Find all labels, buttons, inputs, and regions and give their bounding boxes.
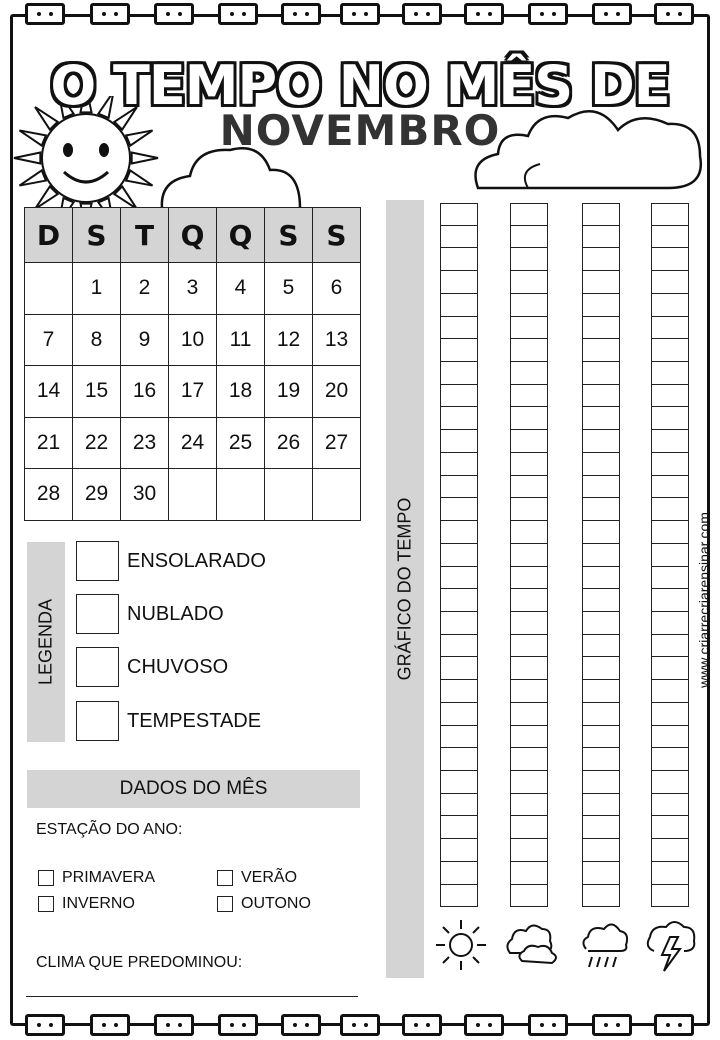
binder-tab: [464, 3, 504, 25]
dados-header: DADOS DO MÊS: [27, 770, 360, 808]
graph-cell[interactable]: [440, 430, 478, 453]
binder-tab: [281, 1014, 321, 1036]
graph-cell[interactable]: [440, 498, 478, 521]
graph-cell[interactable]: [582, 476, 620, 499]
graph-column-sun: [440, 203, 478, 907]
day-cell: 7: [25, 314, 73, 366]
graph-cell[interactable]: [582, 680, 620, 703]
legend-item-ensolarado: [76, 541, 266, 581]
day-cell: [313, 469, 361, 521]
graph-cell[interactable]: [440, 567, 478, 590]
binder-tab: [464, 1014, 504, 1036]
rain-icon: [576, 915, 634, 975]
day-cell: 29: [73, 469, 121, 521]
grafico-label: GRÁFICO DO TEMPO: [394, 497, 415, 681]
graph-cell[interactable]: [582, 271, 620, 294]
legend-item-chuvoso: [76, 647, 228, 687]
binder-tab: [528, 3, 568, 25]
graph-cell[interactable]: [510, 862, 548, 885]
legend-color-box[interactable]: [76, 701, 119, 741]
graph-cell[interactable]: [440, 407, 478, 430]
graph-cell[interactable]: [651, 680, 689, 703]
graph-cell[interactable]: [651, 248, 689, 271]
graph-cell[interactable]: [510, 498, 548, 521]
graph-cell[interactable]: [440, 635, 478, 658]
grafico-label-bar: [386, 200, 424, 978]
graph-cell[interactable]: [582, 294, 620, 317]
graph-cell[interactable]: [510, 385, 548, 408]
graph-cell[interactable]: [440, 862, 478, 885]
page-title: O TEMPO NO MÊS DE: [50, 54, 670, 117]
day-cell: 8: [73, 314, 121, 366]
graph-cell[interactable]: [651, 839, 689, 862]
graph-cell[interactable]: [582, 816, 620, 839]
binder-tab: [592, 3, 632, 25]
graph-cell[interactable]: [440, 317, 478, 340]
graph-cell[interactable]: [582, 362, 620, 385]
month-title: NOVEMBRO: [219, 106, 501, 155]
day-cell: 18: [217, 366, 265, 418]
graph-cell[interactable]: [651, 862, 689, 885]
option-label: PRIMAVERA: [62, 869, 156, 886]
graph-cell[interactable]: [651, 385, 689, 408]
graph-cell[interactable]: [440, 612, 478, 635]
binder-tab: [340, 3, 380, 25]
legend-item-nublado: [76, 594, 224, 634]
answer-line[interactable]: [26, 996, 358, 997]
binder-tab: [340, 1014, 380, 1036]
graph-cell[interactable]: [651, 453, 689, 476]
graph-column-rain: [582, 203, 620, 907]
graph-cell[interactable]: [440, 794, 478, 817]
day-cell: 4: [217, 263, 265, 315]
graph-cell[interactable]: [582, 635, 620, 658]
binder-tab: [90, 1014, 130, 1036]
legend-item-label: NUBLADO: [127, 602, 224, 625]
graph-cell[interactable]: [510, 453, 548, 476]
graph-cell[interactable]: [651, 362, 689, 385]
day-cell: 5: [265, 263, 313, 315]
graph-cell[interactable]: [651, 567, 689, 590]
graph-cell[interactable]: [582, 862, 620, 885]
sun-icon: [432, 915, 490, 975]
binder-tab: [528, 1014, 568, 1036]
graph-cell[interactable]: [510, 294, 548, 317]
graph-cell[interactable]: [440, 680, 478, 703]
checkbox[interactable]: [217, 896, 233, 912]
option-primavera[interactable]: [38, 869, 155, 887]
checkbox[interactable]: [38, 870, 54, 886]
weekday-cell: S: [73, 208, 121, 263]
graph-cell[interactable]: [651, 407, 689, 430]
graph-cell[interactable]: [510, 771, 548, 794]
graph-cell[interactable]: [440, 748, 478, 771]
graph-cell[interactable]: [510, 635, 548, 658]
calendar-table: [24, 207, 361, 521]
weekday-cell: T: [121, 208, 169, 263]
graph-cell[interactable]: [582, 317, 620, 340]
graph-cell[interactable]: [651, 885, 689, 908]
day-cell: [25, 263, 73, 315]
graph-cell[interactable]: [440, 362, 478, 385]
graph-cell[interactable]: [582, 567, 620, 590]
legend-color-box[interactable]: [76, 541, 119, 581]
binder-tab: [402, 3, 442, 25]
cloud-icon: [502, 915, 560, 975]
graph-cell[interactable]: [651, 589, 689, 612]
graph-cell[interactable]: [510, 612, 548, 635]
graph-cell[interactable]: [440, 294, 478, 317]
graph-cell[interactable]: [440, 726, 478, 749]
day-cell: 9: [121, 314, 169, 366]
legend-color-box[interactable]: [76, 594, 119, 634]
day-cell: 23: [121, 417, 169, 469]
graph-cell[interactable]: [510, 885, 548, 908]
graph-cell[interactable]: [440, 271, 478, 294]
legend-color-box[interactable]: [76, 647, 119, 687]
graph-cell[interactable]: [510, 521, 548, 544]
graph-cell[interactable]: [440, 703, 478, 726]
website-credit: www.criarrecriarensinar.com: [696, 512, 712, 688]
graph-cell[interactable]: [510, 680, 548, 703]
graph-cell[interactable]: [440, 248, 478, 271]
binder-tab: [154, 3, 194, 25]
graph-cell[interactable]: [651, 612, 689, 635]
option-outono[interactable]: [217, 895, 311, 913]
graph-cell[interactable]: [440, 226, 478, 249]
day-cell: 26: [265, 417, 313, 469]
graph-cell[interactable]: [582, 453, 620, 476]
graph-cell[interactable]: [440, 339, 478, 362]
weekday-cell: D: [25, 208, 73, 263]
graph-cell[interactable]: [440, 589, 478, 612]
graph-cell[interactable]: [651, 226, 689, 249]
graph-cell[interactable]: [582, 885, 620, 908]
day-cell: 15: [73, 366, 121, 418]
legend-label-bar: [27, 542, 65, 742]
calendar-header-row: [25, 208, 361, 263]
graph-cell[interactable]: [651, 726, 689, 749]
binder-tab: [154, 1014, 194, 1036]
day-cell: 20: [313, 366, 361, 418]
graph-cell[interactable]: [510, 476, 548, 499]
day-cell: 13: [313, 314, 361, 366]
weekday-cell: S: [265, 208, 313, 263]
day-cell: 16: [121, 366, 169, 418]
day-cell: 22: [73, 417, 121, 469]
binder-tab: [25, 1014, 65, 1036]
calendar-week-row: [25, 314, 361, 366]
graph-cell[interactable]: [582, 544, 620, 567]
graph-cell[interactable]: [651, 794, 689, 817]
binder-tab: [592, 1014, 632, 1036]
graph-cell[interactable]: [510, 248, 548, 271]
graph-column-cloud: [510, 203, 548, 907]
graph-cell[interactable]: [651, 771, 689, 794]
graph-cell[interactable]: [510, 544, 548, 567]
graph-cell[interactable]: [651, 317, 689, 340]
day-cell: 19: [265, 366, 313, 418]
graph-cell[interactable]: [510, 726, 548, 749]
day-cell: 3: [169, 263, 217, 315]
day-cell: 1: [73, 263, 121, 315]
day-cell: 12: [265, 314, 313, 366]
estacao-label: ESTAÇÃO DO ANO:: [36, 821, 183, 838]
weekday-cell: S: [313, 208, 361, 263]
option-label: VERÃO: [241, 869, 298, 886]
day-cell: [217, 469, 265, 521]
graph-column-storm: [651, 203, 689, 907]
checkbox[interactable]: [38, 896, 54, 912]
graph-cell[interactable]: [582, 430, 620, 453]
graph-cell[interactable]: [651, 521, 689, 544]
clima-label: CLIMA QUE PREDOMINOU:: [36, 954, 243, 971]
graph-cell[interactable]: [582, 657, 620, 680]
binder-tab: [402, 1014, 442, 1036]
day-cell: 27: [313, 417, 361, 469]
graph-cell[interactable]: [582, 339, 620, 362]
graph-cell[interactable]: [582, 226, 620, 249]
day-cell: 2: [121, 263, 169, 315]
day-cell: 6: [313, 263, 361, 315]
graph-cell[interactable]: [651, 703, 689, 726]
graph-cell[interactable]: [582, 498, 620, 521]
day-cell: 28: [25, 469, 73, 521]
graph-cell[interactable]: [651, 635, 689, 658]
graph-cell[interactable]: [582, 839, 620, 862]
graph-cell[interactable]: [510, 430, 548, 453]
binder-tab: [218, 3, 258, 25]
binder-tab: [25, 3, 65, 25]
graph-cell[interactable]: [582, 771, 620, 794]
graph-cell[interactable]: [440, 476, 478, 499]
day-cell: 14: [25, 366, 73, 418]
graph-cell[interactable]: [651, 498, 689, 521]
graph-cell[interactable]: [510, 271, 548, 294]
graph-cell[interactable]: [510, 589, 548, 612]
day-cell: [265, 469, 313, 521]
graph-cell[interactable]: [582, 726, 620, 749]
graph-cell[interactable]: [440, 453, 478, 476]
calendar-week-row: [25, 469, 361, 521]
graph-cell[interactable]: [651, 476, 689, 499]
graph-cell[interactable]: [510, 567, 548, 590]
binder-tab: [281, 3, 321, 25]
day-cell: 24: [169, 417, 217, 469]
legend-label: LEGENDA: [35, 598, 56, 686]
graph-cell[interactable]: [651, 544, 689, 567]
graph-cell[interactable]: [510, 407, 548, 430]
graph-cell[interactable]: [510, 317, 548, 340]
option-label: OUTONO: [241, 895, 311, 912]
graph-cell[interactable]: [651, 339, 689, 362]
legend-item-label: ENSOLARADO: [127, 549, 266, 572]
graph-cell[interactable]: [510, 748, 548, 771]
graph-cell[interactable]: [510, 339, 548, 362]
graph-cell[interactable]: [440, 816, 478, 839]
binder-tab: [90, 3, 130, 25]
weekday-cell: Q: [217, 208, 265, 263]
checkbox[interactable]: [217, 870, 233, 886]
binder-tab: [654, 1014, 694, 1036]
graph-cell[interactable]: [582, 248, 620, 271]
calendar-week-row: [25, 366, 361, 418]
legend-item-label: CHUVOSO: [127, 655, 229, 678]
legend-item-label: TEMPESTADE: [127, 709, 262, 732]
graph-cell[interactable]: [440, 521, 478, 544]
graph-cell[interactable]: [510, 703, 548, 726]
graph-cell[interactable]: [651, 294, 689, 317]
graph-cell[interactable]: [582, 748, 620, 771]
graph-cell[interactable]: [510, 657, 548, 680]
graph-cell[interactable]: [582, 521, 620, 544]
graph-cell[interactable]: [651, 748, 689, 771]
day-cell: 10: [169, 314, 217, 366]
day-cell: 25: [217, 417, 265, 469]
day-cell: [169, 469, 217, 521]
legend-item-tempestade: [76, 701, 261, 741]
graph-cell[interactable]: [440, 385, 478, 408]
graph-cell[interactable]: [440, 544, 478, 567]
graph-cell[interactable]: [510, 816, 548, 839]
graph-cell[interactable]: [582, 203, 620, 226]
graph-cell[interactable]: [651, 657, 689, 680]
binder-tab: [654, 3, 694, 25]
graph-cell[interactable]: [582, 385, 620, 408]
binder-tab: [218, 1014, 258, 1036]
day-cell: 17: [169, 366, 217, 418]
graph-cell[interactable]: [582, 794, 620, 817]
option-inverno[interactable]: [38, 895, 135, 913]
graph-cell[interactable]: [440, 203, 478, 226]
graph-cell[interactable]: [651, 430, 689, 453]
day-cell: 11: [217, 314, 265, 366]
graph-cell[interactable]: [440, 839, 478, 862]
graph-cell[interactable]: [651, 816, 689, 839]
graph-cell[interactable]: [582, 589, 620, 612]
option-verao[interactable]: [217, 869, 297, 887]
weekday-cell: Q: [169, 208, 217, 263]
graph-cell[interactable]: [440, 771, 478, 794]
graph-cell[interactable]: [510, 839, 548, 862]
graph-cell[interactable]: [510, 203, 548, 226]
graph-cell[interactable]: [440, 885, 478, 908]
day-cell: 21: [25, 417, 73, 469]
graph-cell[interactable]: [582, 612, 620, 635]
day-cell: 30: [121, 469, 169, 521]
graph-cell[interactable]: [651, 203, 689, 226]
storm-icon: [642, 915, 700, 975]
option-label: INVERNO: [62, 895, 135, 912]
graph-cell[interactable]: [510, 226, 548, 249]
calendar-week-row: [25, 417, 361, 469]
calendar-week-row: [25, 263, 361, 315]
graph-cell[interactable]: [510, 794, 548, 817]
graph-cell[interactable]: [582, 407, 620, 430]
graph-cell[interactable]: [582, 703, 620, 726]
graph-cell[interactable]: [510, 362, 548, 385]
graph-cell[interactable]: [651, 271, 689, 294]
graph-cell[interactable]: [440, 657, 478, 680]
